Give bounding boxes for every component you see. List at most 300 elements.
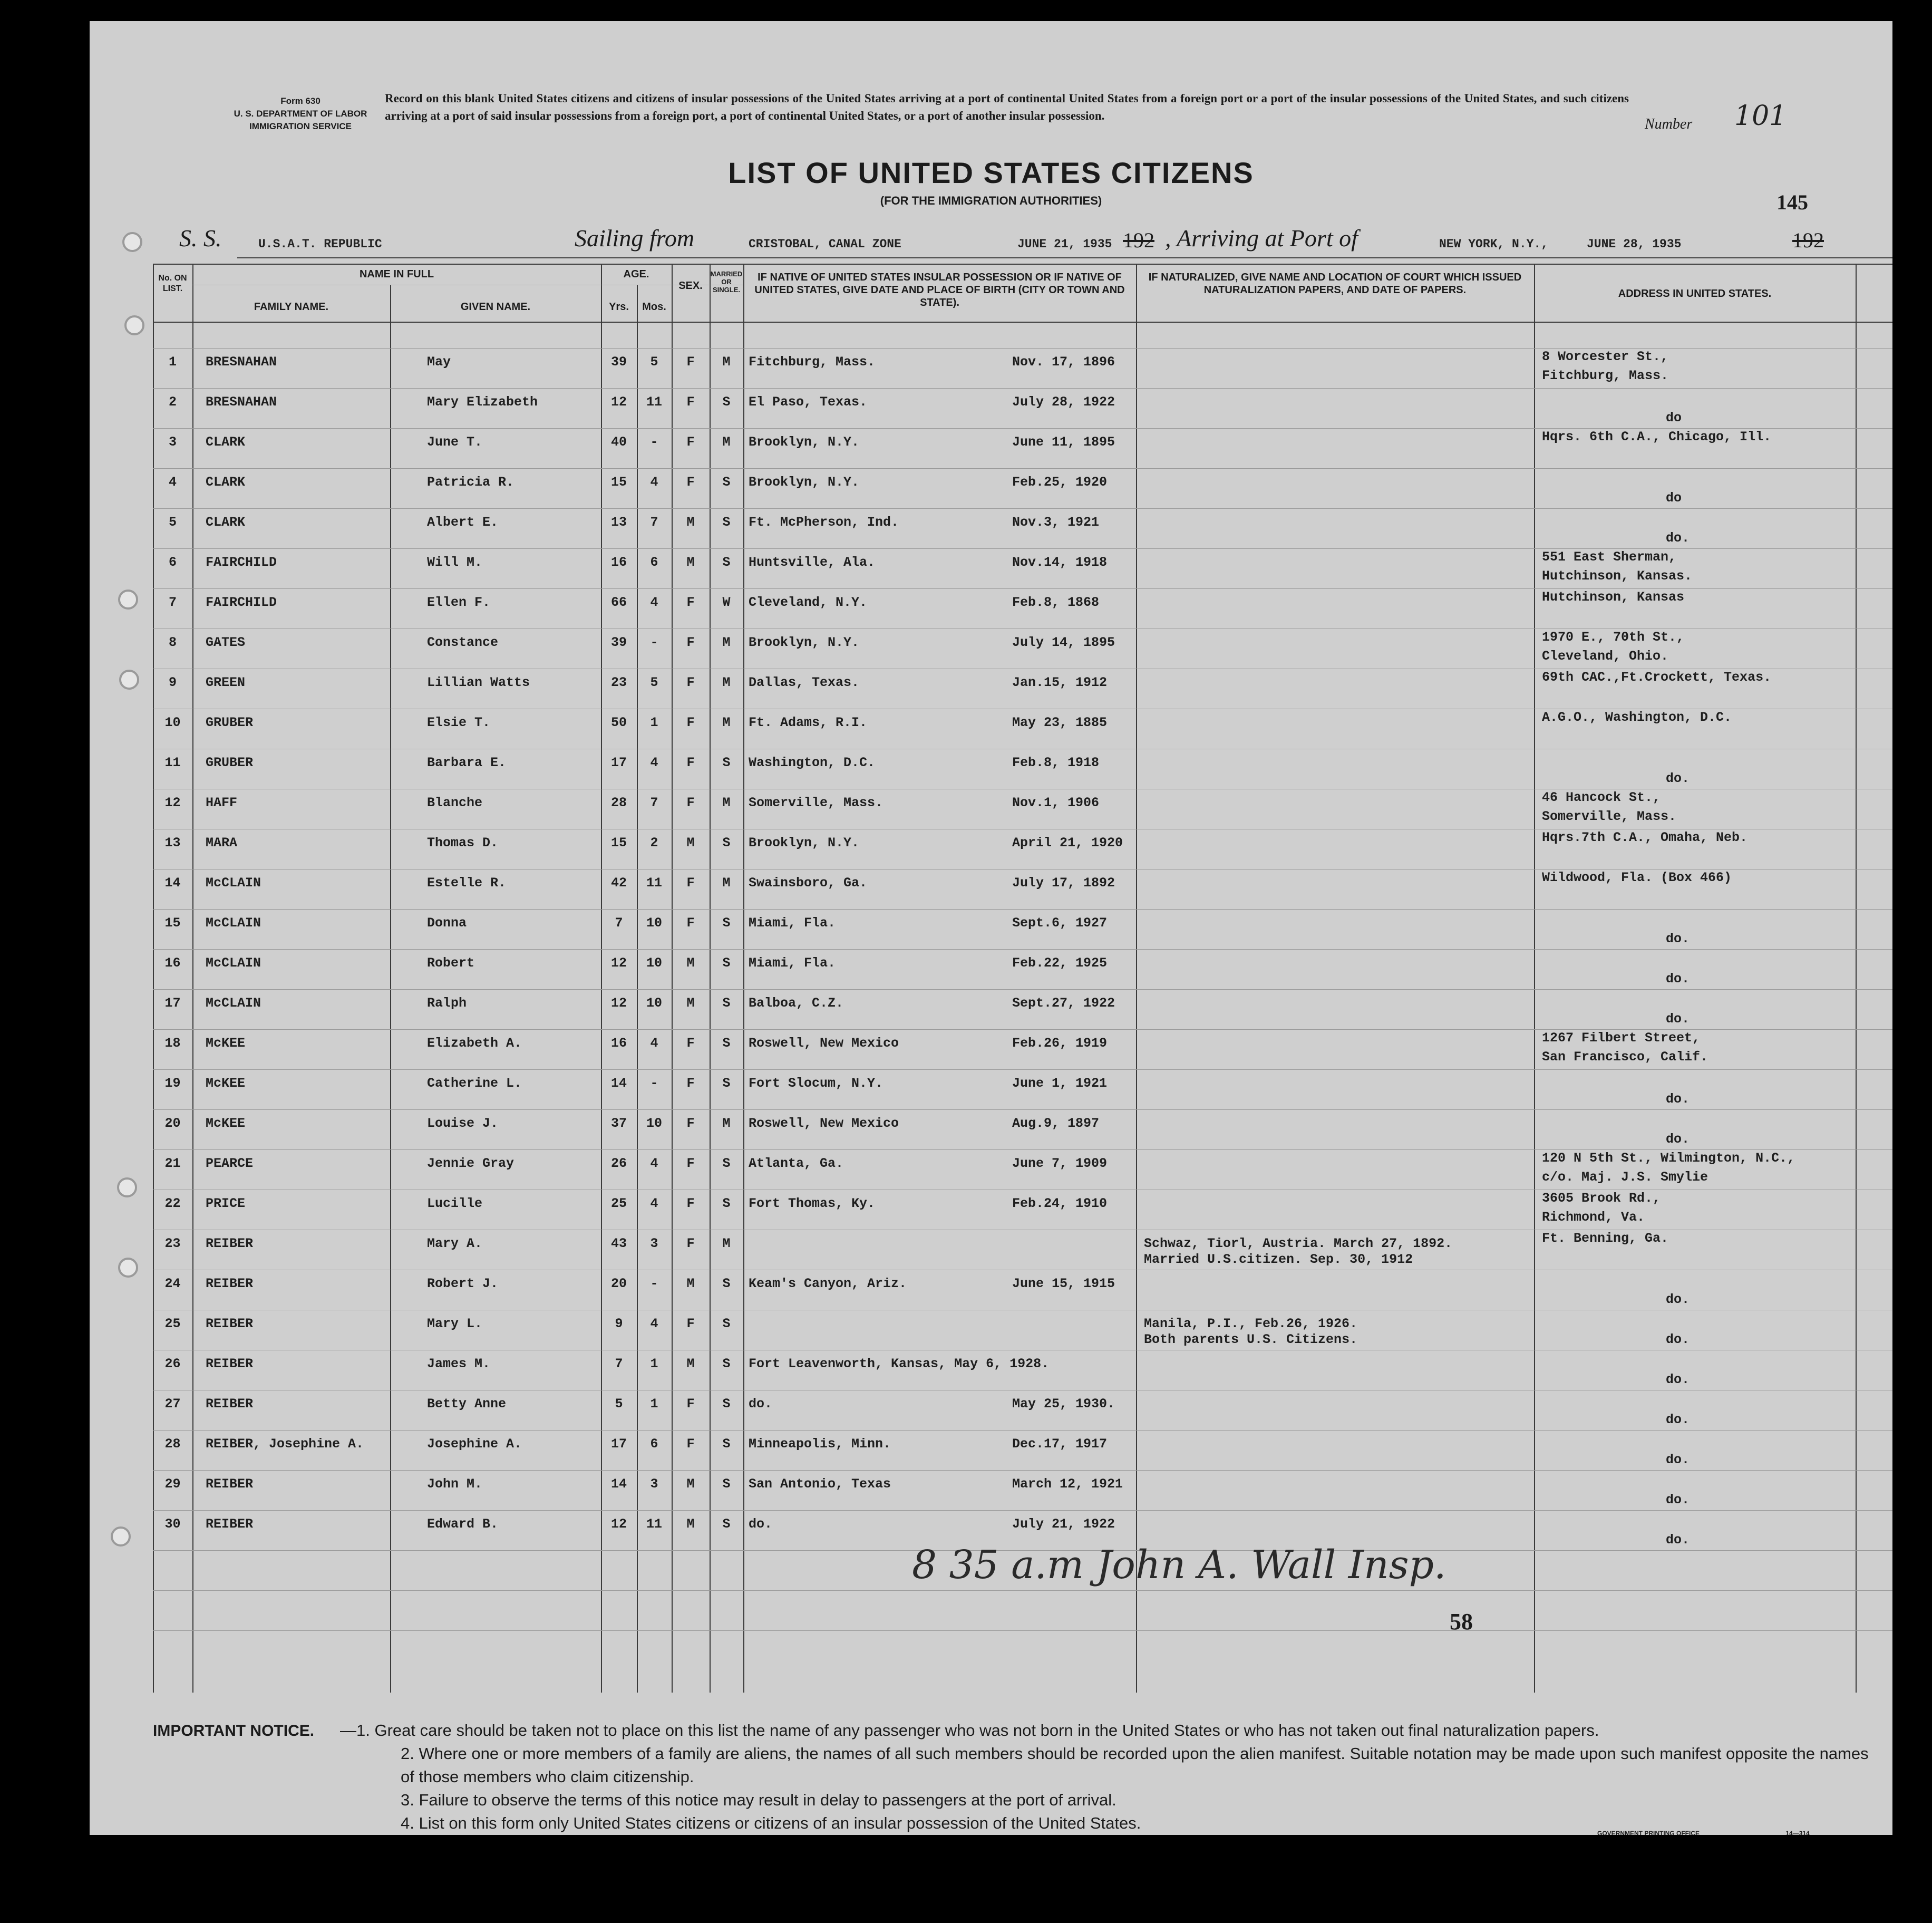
cell-ms: M xyxy=(722,635,731,650)
cell-date: July 28, 1922 xyxy=(1012,394,1115,410)
cell-mos: 11 xyxy=(646,1516,662,1532)
cell-yrs: 26 xyxy=(610,1156,627,1171)
arriving-label: , Arriving at Port of xyxy=(1165,225,1358,252)
cell-addr2: do. xyxy=(1666,1132,1690,1147)
cell-family: McCLAIN xyxy=(206,996,261,1011)
cell-family: MARA xyxy=(206,835,238,851)
cell-addr2: do. xyxy=(1666,971,1690,987)
cell-family: BRESNAHAN xyxy=(206,394,277,410)
cell-place: Roswell, New Mexico xyxy=(749,1116,899,1131)
cell-addr1: 8 Worcester St., xyxy=(1542,349,1669,364)
cell-addr1: 69th CAC.,Ft.Crockett, Texas. xyxy=(1542,670,1772,685)
cell-nat2: Both parents U.S. Citizens. xyxy=(1144,1332,1358,1347)
cell-mos: - xyxy=(650,434,658,450)
cell-no: 8 xyxy=(168,635,177,650)
cell-given: Elsie T. xyxy=(427,715,491,730)
cell-ms: M xyxy=(722,675,731,690)
cell-date: Nov.3, 1921 xyxy=(1012,515,1100,530)
row-rule xyxy=(153,1630,1892,1631)
notice-item-3: 3. Failure to observe the terms of this notice may result in delay to passengers at the port of arrival. xyxy=(401,1791,1117,1809)
cell-no: 2 xyxy=(168,394,177,410)
cell-no: 21 xyxy=(164,1156,181,1171)
cell-no: 28 xyxy=(164,1436,181,1452)
table-row xyxy=(153,743,1892,784)
form-number: Form 630 xyxy=(280,96,321,106)
cell-family: GRUBER xyxy=(206,715,254,730)
cell-family: McCLAIN xyxy=(206,915,261,931)
cell-yrs: 43 xyxy=(610,1236,627,1251)
cell-ms: S xyxy=(722,1276,731,1291)
cell-place: Balboa, C.Z. xyxy=(749,996,844,1011)
col-given-header: GIVEN NAME. xyxy=(460,301,531,313)
cell-date: July 17, 1892 xyxy=(1012,875,1115,891)
cell-sex: M xyxy=(686,555,695,570)
cell-addr2: do. xyxy=(1666,771,1690,786)
table-row xyxy=(153,503,1892,546)
cell-no: 26 xyxy=(164,1356,181,1371)
cell-no: 23 xyxy=(164,1236,181,1251)
cell-mos: 1 xyxy=(650,1356,658,1371)
cell-given: Blanche xyxy=(427,795,483,810)
table-row xyxy=(153,1144,1892,1184)
cell-no: 10 xyxy=(164,715,181,730)
cell-family: REIBER xyxy=(206,1276,254,1291)
cell-given: Ellen F. xyxy=(427,595,491,610)
cell-yrs: 7 xyxy=(615,1356,623,1371)
cell-yrs: 50 xyxy=(610,715,627,730)
cell-addr1: Hqrs. 6th C.A., Chicago, Ill. xyxy=(1542,429,1772,444)
cell-ms: S xyxy=(722,1196,731,1211)
cell-mos: 7 xyxy=(650,795,658,810)
cell-mos: 4 xyxy=(650,475,658,490)
cell-mos: 6 xyxy=(650,1436,658,1452)
cell-sex: F xyxy=(686,675,695,690)
cell-no: 6 xyxy=(168,555,177,570)
cell-date: Feb.25, 1920 xyxy=(1012,475,1108,490)
cell-family: McKEE xyxy=(206,1036,246,1051)
table-row xyxy=(153,1264,1892,1307)
cell-date: June 15, 1915 xyxy=(1012,1276,1115,1291)
cell-addr1: 1970 E., 70th St., xyxy=(1542,630,1685,645)
table-row xyxy=(153,984,1892,1027)
page-number: 145 xyxy=(1776,190,1808,214)
cell-family: McKEE xyxy=(206,1116,246,1131)
cell-date: Nov.14, 1918 xyxy=(1012,555,1108,570)
cell-ms: S xyxy=(722,996,731,1011)
cell-family: REIBER xyxy=(206,1236,254,1251)
cell-no: 24 xyxy=(164,1276,181,1291)
cell-ms: S xyxy=(722,1516,731,1532)
cell-place: do. xyxy=(749,1516,773,1532)
header-rule xyxy=(237,257,1892,258)
cell-place: Huntsville, Ala. xyxy=(749,555,876,570)
cell-no: 18 xyxy=(164,1036,181,1051)
cell-yrs: 12 xyxy=(610,1516,627,1532)
cell-date: Feb.8, 1868 xyxy=(1012,595,1100,610)
cell-no: 20 xyxy=(164,1116,181,1131)
cell-sex: F xyxy=(686,1436,695,1452)
row-rule xyxy=(153,1590,1892,1591)
cell-ms: S xyxy=(722,755,731,770)
cell-date: June 7, 1909 xyxy=(1012,1156,1108,1171)
cell-date: June 1, 1921 xyxy=(1012,1076,1108,1091)
cell-sex: F xyxy=(686,1116,695,1131)
table-row xyxy=(153,1104,1892,1147)
cell-mos: 4 xyxy=(650,755,658,770)
cell-yrs: 7 xyxy=(615,915,623,931)
table-row xyxy=(153,1465,1892,1508)
cell-addr1: 46 Hancock St., xyxy=(1542,790,1661,805)
cell-yrs: 23 xyxy=(610,675,627,690)
cell-mos: 5 xyxy=(650,675,658,690)
cell-date: Dec.17, 1917 xyxy=(1012,1436,1108,1452)
sailing-date: JUNE 21, 1935 xyxy=(1017,237,1112,251)
cell-mos: 6 xyxy=(650,555,658,570)
cell-family: CLARK xyxy=(206,434,246,450)
cell-family: REIBER xyxy=(206,1356,254,1371)
cell-ms: S xyxy=(722,1436,731,1452)
cell-ms: M xyxy=(722,795,731,810)
cell-ms: S xyxy=(722,1476,731,1492)
cell-sex: F xyxy=(686,434,695,450)
cell-place: Atlanta, Ga. xyxy=(749,1156,844,1171)
number-label: Number xyxy=(1645,116,1693,132)
punch-hole xyxy=(124,315,144,335)
cell-yrs: 37 xyxy=(610,1116,627,1131)
cell-date: Nov. 17, 1896 xyxy=(1012,354,1115,370)
table-row xyxy=(153,463,1892,506)
cell-place: Miami, Fla. xyxy=(749,955,836,971)
cell-sex: M xyxy=(686,835,695,851)
row-rule xyxy=(153,264,1892,265)
cell-place: Brooklyn, N.Y. xyxy=(749,434,860,450)
cell-sex: F xyxy=(686,1316,695,1331)
cell-yrs: 28 xyxy=(610,795,627,810)
cell-place: Keam's Canyon, Ariz. xyxy=(749,1276,907,1291)
cell-no: 19 xyxy=(164,1076,181,1091)
cell-place: Brooklyn, N.Y. xyxy=(749,475,860,490)
cell-addr1: Ft. Benning, Ga. xyxy=(1542,1231,1669,1246)
cell-place: Ft. Adams, R.I. xyxy=(749,715,868,730)
cell-sex: F xyxy=(686,795,695,810)
cell-family: GATES xyxy=(206,635,246,650)
cell-place: Roswell, New Mexico xyxy=(749,1036,899,1051)
cell-family: GRUBER xyxy=(206,755,254,770)
cell-addr2: c/o. Maj. J.S. Smylie xyxy=(1542,1170,1708,1185)
cell-mos: 10 xyxy=(646,996,662,1011)
cell-given: Mary L. xyxy=(427,1316,483,1331)
cell-yrs: 14 xyxy=(610,1076,627,1091)
cell-no: 11 xyxy=(164,755,181,770)
cell-sex: M xyxy=(686,1276,695,1291)
cell-given: Lillian Watts xyxy=(427,675,530,690)
cell-family: PEARCE xyxy=(206,1156,254,1171)
cell-nat1: Schwaz, Tiorl, Austria. March 27, 1892. xyxy=(1144,1236,1453,1251)
cell-given: Elizabeth A. xyxy=(427,1036,522,1051)
page-subtitle: (FOR THE IMMIGRATION AUTHORITIES) xyxy=(880,194,1102,207)
cell-given: Patricia R. xyxy=(427,475,514,490)
cell-given: Barbara E. xyxy=(427,755,507,770)
col-yrs-header: Yrs. xyxy=(609,301,629,313)
cell-given: May xyxy=(427,354,451,370)
cell-yrs: 42 xyxy=(610,875,627,891)
cell-ms: M xyxy=(722,1236,731,1251)
cell-place: El Paso, Texas. xyxy=(749,394,868,410)
punch-hole xyxy=(118,1258,138,1278)
cell-no: 16 xyxy=(164,955,181,971)
notice-label: IMPORTANT NOTICE. xyxy=(153,1722,315,1740)
cell-addr2: do. xyxy=(1666,1011,1690,1027)
cell-mos: 2 xyxy=(650,835,658,851)
cell-mos: - xyxy=(650,635,658,650)
cell-mos: 1 xyxy=(650,715,658,730)
cell-no: 14 xyxy=(164,875,181,891)
cell-yrs: 9 xyxy=(615,1316,623,1331)
cell-given: James M. xyxy=(427,1356,491,1371)
cell-sex: F xyxy=(686,755,695,770)
cell-mos: 4 xyxy=(650,1196,658,1211)
cell-yrs: 5 xyxy=(615,1396,623,1412)
punch-hole xyxy=(122,232,142,252)
cell-addr1: 1267 Filbert Street, xyxy=(1542,1030,1701,1046)
stamp-number: 58 xyxy=(1450,1609,1473,1635)
cell-place: Somerville, Mass. xyxy=(749,795,884,810)
cell-no: 27 xyxy=(164,1396,181,1412)
cell-ms: S xyxy=(722,1156,731,1171)
cell-place: Minneapolis, Minn. xyxy=(749,1436,891,1452)
col-family-header: FAMILY NAME. xyxy=(254,301,329,313)
cell-ms: S xyxy=(722,394,731,410)
cell-no: 13 xyxy=(164,835,181,851)
cell-date: Feb.22, 1925 xyxy=(1012,955,1108,971)
cell-addr2: do. xyxy=(1666,1532,1690,1548)
table-row xyxy=(153,1385,1892,1425)
cell-no: 5 xyxy=(168,515,177,530)
inspector-signature: 8 35 a.m John A. Wall Insp. xyxy=(912,1542,1446,1588)
cell-addr2: do. xyxy=(1666,1412,1690,1427)
cell-sex: F xyxy=(686,1396,695,1412)
col-no-header: No. ON LIST. xyxy=(158,274,187,293)
cell-yrs: 66 xyxy=(610,595,627,610)
cell-no: 25 xyxy=(164,1316,181,1331)
cell-family: CLARK xyxy=(206,515,246,530)
cell-mos: - xyxy=(650,1076,658,1091)
year-struck-2: 192 xyxy=(1792,228,1824,252)
printer-imprint xyxy=(1597,1830,1810,1835)
cell-sex: F xyxy=(686,875,695,891)
table-row xyxy=(153,343,1892,383)
cell-place: Swainsboro, Ga. xyxy=(749,875,868,891)
cell-given: Edward B. xyxy=(427,1516,499,1532)
cell-place: do. xyxy=(749,1396,773,1412)
cell-yrs: 25 xyxy=(610,1196,627,1211)
cell-yrs: 14 xyxy=(610,1476,627,1492)
cell-no: 12 xyxy=(164,795,181,810)
table-row xyxy=(153,1425,1892,1465)
cell-addr2: do. xyxy=(1666,1452,1690,1467)
cell-addr2: do. xyxy=(1666,1372,1690,1387)
table-row xyxy=(153,583,1892,623)
printer-name: GOVERNMENT PRINTING OFFICE xyxy=(1597,1830,1700,1835)
cell-date: May 25, 1930. xyxy=(1012,1396,1115,1412)
table-row xyxy=(153,904,1892,944)
cell-ms: S xyxy=(722,1356,731,1371)
ship-name: U.S.A.T. REPUBLIC xyxy=(258,237,382,251)
col-name-header: NAME IN FULL xyxy=(359,268,434,280)
cell-date: June 11, 1895 xyxy=(1012,434,1115,450)
cell-given: Albert E. xyxy=(427,515,499,530)
cell-no: 1 xyxy=(168,354,177,370)
cell-no: 4 xyxy=(168,475,177,490)
cell-yrs: 40 xyxy=(610,434,627,450)
cell-ms: S xyxy=(722,1036,731,1051)
cell-ms: S xyxy=(722,955,731,971)
notice-item-2: 2. Where one or more members of a family are aliens, the names of all such members should be recorded upon the alien manifest. Suitable notation may be made upon such manifest opposite the names of those members who claim citizenship. xyxy=(401,1744,1869,1786)
cell-mos: 11 xyxy=(646,875,662,891)
cell-place: Dallas, Texas. xyxy=(749,675,860,690)
cell-given: Estelle R. xyxy=(427,875,507,891)
cell-addr1: Hutchinson, Kansas xyxy=(1542,590,1685,605)
cell-ms: S xyxy=(722,915,731,931)
cell-date: Feb.26, 1919 xyxy=(1012,1036,1108,1051)
department: U. S. DEPARTMENT OF LABOR xyxy=(234,109,367,119)
cell-no: 30 xyxy=(164,1516,181,1532)
cell-addr1: Wildwood, Fla. (Box 466) xyxy=(1542,870,1732,885)
cell-sex: M xyxy=(686,1516,695,1532)
manifest-table xyxy=(153,264,1892,1693)
cell-sex: M xyxy=(686,1356,695,1371)
arriving-date: JUNE 28, 1935 xyxy=(1587,237,1682,251)
cell-date: April 21, 1920 xyxy=(1012,835,1123,851)
punch-hole xyxy=(117,1177,137,1197)
table-row xyxy=(153,1184,1892,1224)
cell-ms: M xyxy=(722,354,731,370)
cell-addr2: Somerville, Mass. xyxy=(1542,809,1677,824)
cell-addr2: do. xyxy=(1666,1492,1690,1508)
cell-yrs: 13 xyxy=(610,515,627,530)
cell-sex: M xyxy=(686,515,695,530)
cell-no: 9 xyxy=(168,675,177,690)
sailing-label: Sailing from xyxy=(575,225,695,252)
cell-family: McCLAIN xyxy=(206,955,261,971)
cell-ms: S xyxy=(722,1076,731,1091)
notice-item-4: 4. List on this form only United States citizens or citizens of an insular possession of the United States. xyxy=(401,1814,1141,1832)
cell-given: Will M. xyxy=(427,555,483,570)
row-rule xyxy=(153,322,1892,323)
cell-given: Lucille xyxy=(427,1196,483,1211)
cell-ms: S xyxy=(722,1316,731,1331)
cell-date: July 21, 1922 xyxy=(1012,1516,1115,1532)
table-row xyxy=(153,1304,1892,1345)
cell-yrs: 16 xyxy=(610,1036,627,1051)
cell-given: Betty Anne xyxy=(427,1396,507,1412)
cell-addr2: do. xyxy=(1666,1292,1690,1307)
cell-date: Feb.24, 1910 xyxy=(1012,1196,1108,1211)
table-row xyxy=(153,1024,1892,1064)
cell-yrs: 17 xyxy=(610,755,627,770)
cell-place: Fort Thomas, Ky. xyxy=(749,1196,876,1211)
sailing-from: CRISTOBAL, CANAL ZONE xyxy=(749,237,901,251)
cell-family: GREEN xyxy=(206,675,246,690)
cell-sex: F xyxy=(686,635,695,650)
cell-addr2: Fitchburg, Mass. xyxy=(1542,368,1669,383)
cell-sex: F xyxy=(686,394,695,410)
cell-yrs: 39 xyxy=(610,354,627,370)
cell-mos: 1 xyxy=(650,1396,658,1412)
cell-sex: F xyxy=(686,1036,695,1051)
cell-mos: 4 xyxy=(650,1036,658,1051)
cell-yrs: 20 xyxy=(610,1276,627,1291)
cell-addr1: 3605 Brook Rd., xyxy=(1542,1191,1661,1206)
cell-family: REIBER xyxy=(206,1476,254,1492)
col-naturalized-header: IF NATURALIZED, GIVE NAME AND LOCATION OF COURT WHICH ISSUED NATURALIZATION PAPERS, AND DATE OF PAPERS. xyxy=(1148,272,1522,296)
notice-item-1: —1. Great care should be taken not to place on this list the name of any passenger who was not born in the United States or who has not taken out final naturalization papers. xyxy=(340,1721,1599,1740)
year-struck-1: 192 xyxy=(1123,228,1154,252)
cell-ms: M xyxy=(722,715,731,730)
cell-given: John M. xyxy=(427,1476,483,1492)
cell-yrs: 15 xyxy=(610,475,627,490)
ss-label: S. S. xyxy=(179,225,222,252)
cell-nat2: Married U.S.citizen. Sep. 30, 1912 xyxy=(1144,1252,1413,1267)
cell-family: REIBER xyxy=(206,1516,254,1532)
cell-date: July 14, 1895 xyxy=(1012,635,1115,650)
table-row xyxy=(153,543,1892,583)
cell-given: Robert J. xyxy=(427,1276,499,1291)
cell-mos: 10 xyxy=(646,1116,662,1131)
cell-mos: 3 xyxy=(650,1476,658,1492)
cell-given: Constance xyxy=(427,635,499,650)
cell-ms: S xyxy=(722,835,731,851)
cell-family: CLARK xyxy=(206,475,246,490)
cell-date: Feb.8, 1918 xyxy=(1012,755,1100,770)
cell-family: FAIRCHILD xyxy=(206,595,277,610)
cell-sex: F xyxy=(686,1196,695,1211)
cell-yrs: 12 xyxy=(610,996,627,1011)
cell-addr2: Hutchinson, Kansas. xyxy=(1542,568,1693,584)
cell-sex: F xyxy=(686,715,695,730)
cell-sex: F xyxy=(686,595,695,610)
cell-ms: S xyxy=(722,1396,731,1412)
cell-family: PRICE xyxy=(206,1196,246,1211)
cell-sex: F xyxy=(686,1156,695,1171)
cell-ms: M xyxy=(722,434,731,450)
cell-mos: - xyxy=(650,1276,658,1291)
cell-no: 15 xyxy=(164,915,181,931)
cell-family: REIBER, Josephine A. xyxy=(206,1436,364,1452)
col-married-header: MARRIED OR SINGLE. xyxy=(710,270,743,294)
cell-no: 22 xyxy=(164,1196,181,1211)
cell-addr2: do. xyxy=(1666,1332,1690,1347)
cell-given: Mary A. xyxy=(427,1236,483,1251)
cell-sex: M xyxy=(686,955,695,971)
cell-date: Sept.27, 1922 xyxy=(1012,996,1115,1011)
punch-hole xyxy=(111,1526,131,1547)
manifest-sheet xyxy=(90,21,1892,1835)
col-mos-header: Mos. xyxy=(642,301,666,313)
cell-addr1: Hqrs.7th C.A., Omaha, Neb. xyxy=(1542,830,1748,845)
table-row xyxy=(153,423,1892,463)
cell-date: March 12, 1921 xyxy=(1012,1476,1123,1492)
cell-family: REIBER xyxy=(206,1316,254,1331)
cell-addr1: 551 East Sherman, xyxy=(1542,549,1677,565)
number-value: 101 xyxy=(1734,100,1787,132)
cell-given: Robert xyxy=(427,955,475,971)
cell-given: Josephine A. xyxy=(427,1436,522,1452)
table-row xyxy=(153,1345,1892,1385)
cell-place: Fort Leavenworth, Kansas, May 6, 1928. xyxy=(749,1356,1050,1371)
cell-given: Catherine L. xyxy=(427,1076,522,1091)
important-notice xyxy=(153,1719,1871,1832)
